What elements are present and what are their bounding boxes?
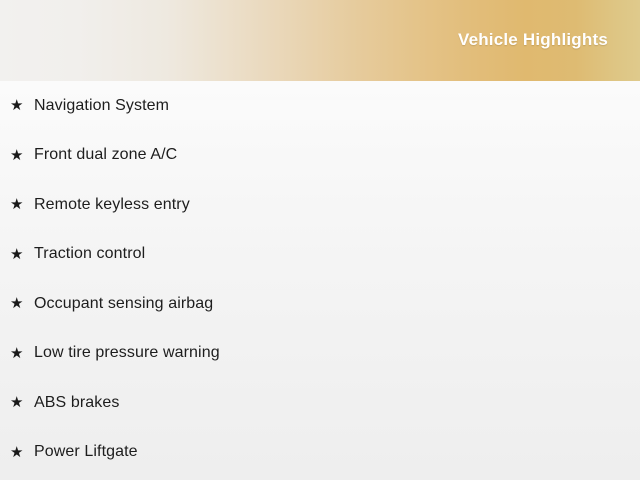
page-title: Vehicle Highlights: [457, 30, 608, 49]
feature-label: Power Liftgate: [34, 443, 138, 461]
list-item: [0, 81, 640, 131]
feature-label: Front dual zone A/C: [34, 146, 178, 164]
feature-label: ABS brakes: [34, 393, 120, 411]
star-icon: ★: [10, 245, 24, 263]
star-icon: ★: [10, 344, 24, 362]
star-icon: ★: [10, 146, 24, 164]
feature-list: [0, 81, 640, 477]
feature-label: Occupant sensing airbag: [34, 294, 214, 312]
star-icon: ★: [10, 394, 24, 412]
star-icon: ★: [10, 196, 24, 214]
header-band: [0, 0, 640, 81]
feature-label: Low tire pressure warning: [34, 344, 220, 362]
feature-label: Traction control: [34, 245, 146, 263]
feature-label: Navigation System: [34, 96, 170, 114]
list-item: [0, 131, 640, 181]
list-item: [0, 329, 640, 379]
star-icon: ★: [10, 97, 24, 115]
list-item: [0, 378, 640, 428]
star-icon: ★: [10, 295, 24, 313]
feature-label: Remote keyless entry: [34, 195, 190, 213]
list-item: [0, 230, 640, 280]
list-item: [0, 180, 640, 230]
star-icon: ★: [10, 443, 24, 461]
list-item: [0, 279, 640, 329]
list-item: [0, 428, 640, 478]
